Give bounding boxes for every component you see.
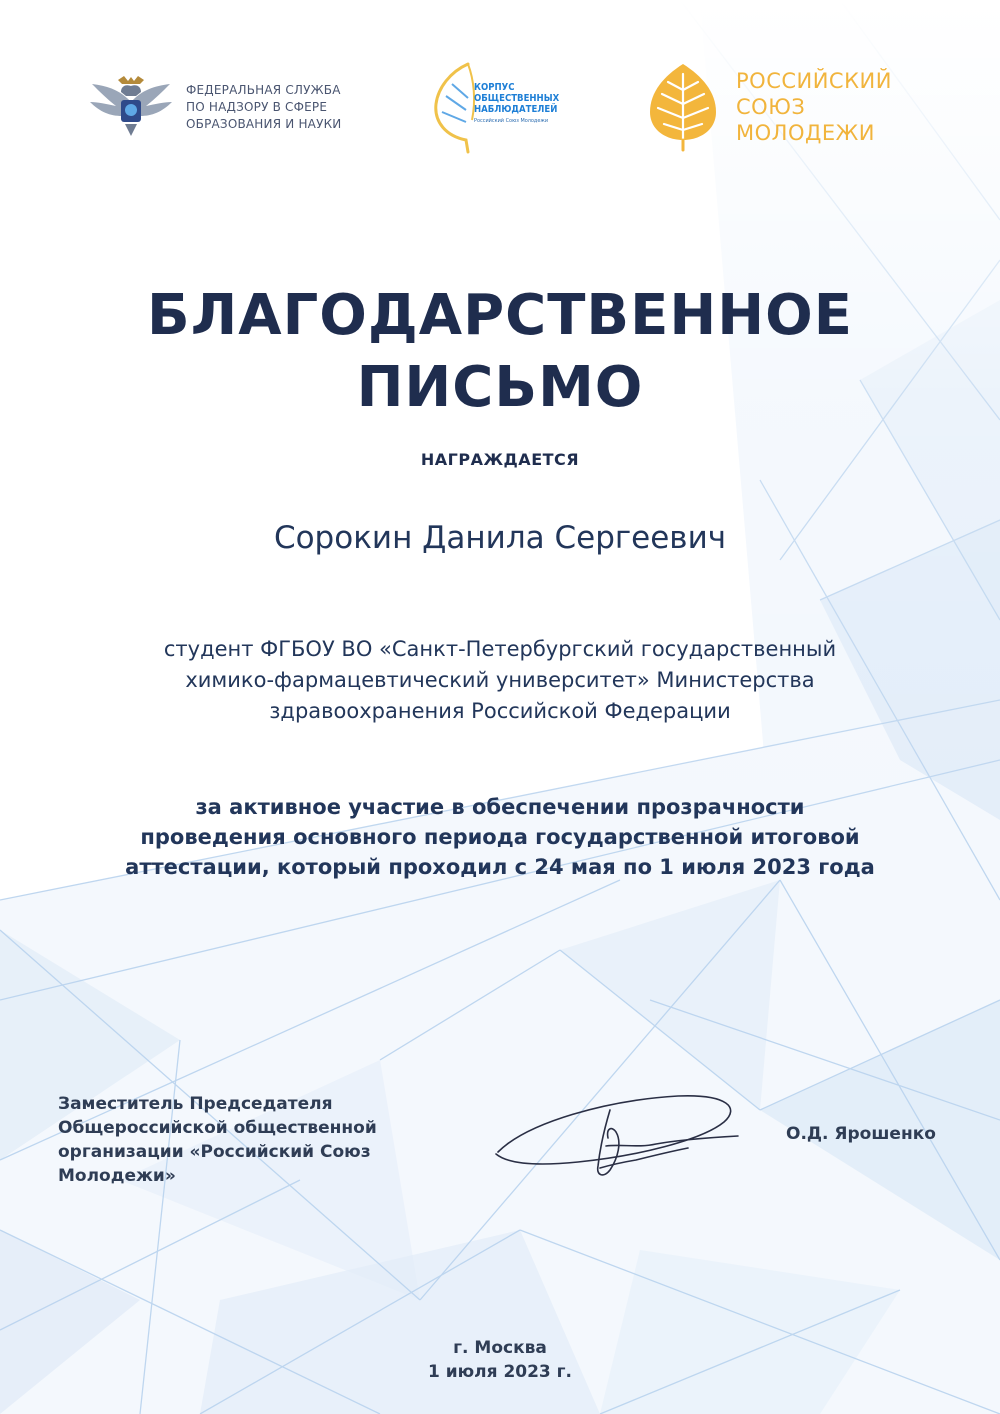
recipient-affiliation <box>80 634 920 727</box>
reason-line: проведения основного периода государственной итоговой <box>140 825 860 849</box>
reason-line: за активное участие в обеспечении прозрачности <box>195 795 805 819</box>
golden-leaf-icon <box>646 60 720 152</box>
observers-corps-logo <box>432 60 562 156</box>
affiliation-line: химико-фармацевтический университет» Министерства <box>185 668 815 692</box>
observers-corps-line: ОБЩЕСТВЕННЫХ <box>474 93 560 104</box>
signatory-position-line: Общероссийской общественной <box>58 1118 377 1138</box>
reason-line: аттестации, который проходил с 24 мая по 1 июля 2023 года <box>125 855 875 879</box>
signer-name: О.Д. Ярошенко <box>786 1124 936 1144</box>
date: 1 июля 2023 г. <box>427 1362 573 1382</box>
award-reason <box>60 792 940 882</box>
youth-union-line: РОССИЙСКИЙ <box>736 69 892 93</box>
federal-service-line: ПО НАДЗОРУ В СФЕРЕ <box>186 100 328 114</box>
youth-union-name <box>736 68 892 146</box>
recipient-name: Сорокин Данила Сергеевич <box>273 520 727 556</box>
city: г. Москва <box>453 1338 547 1358</box>
place-and-date <box>0 1336 1000 1384</box>
signatory-position-line: Молодежи» <box>58 1166 176 1186</box>
document-title <box>0 280 1000 424</box>
handwritten-signature-icon <box>488 1082 748 1192</box>
federal-service-line: ФЕДЕРАЛЬНАЯ СЛУЖБА <box>186 83 341 97</box>
youth-union-line: МОЛОДЕЖИ <box>736 121 875 145</box>
observers-corps-line: КОРПУС <box>474 82 515 93</box>
document-title-line: БЛАГОДАРСТВЕННОЕ <box>147 283 853 348</box>
youth-union-line: СОЮЗ <box>736 95 806 119</box>
youth-union-logo <box>646 60 946 152</box>
document-title-line: ПИСЬМО <box>356 355 644 420</box>
signatory-position-line: Заместитель Председателя <box>58 1094 333 1114</box>
signatory-position-line: организации «Российский Союз <box>58 1142 371 1162</box>
federal-service-logo <box>88 72 358 142</box>
affiliation-line: студент ФГБОУ ВО «Санкт-Петербургский государственный <box>163 637 837 661</box>
observers-corps-subline: Российский Союз Молодежи <box>474 118 549 124</box>
federal-service-line: ОБРАЗОВАНИЯ И НАУКИ <box>186 117 342 131</box>
awarded-label: НАГРАЖДАЕТСЯ <box>420 450 580 469</box>
signatory-position <box>58 1092 448 1188</box>
federal-service-name <box>186 82 366 133</box>
affiliation-line: здравоохранения Российской Федерации <box>269 699 731 723</box>
observers-corps-line: НАБЛЮДАТЕЛЕЙ <box>474 104 558 115</box>
double-headed-eagle-emblem-icon <box>88 72 174 142</box>
observers-corps-name <box>474 82 564 127</box>
